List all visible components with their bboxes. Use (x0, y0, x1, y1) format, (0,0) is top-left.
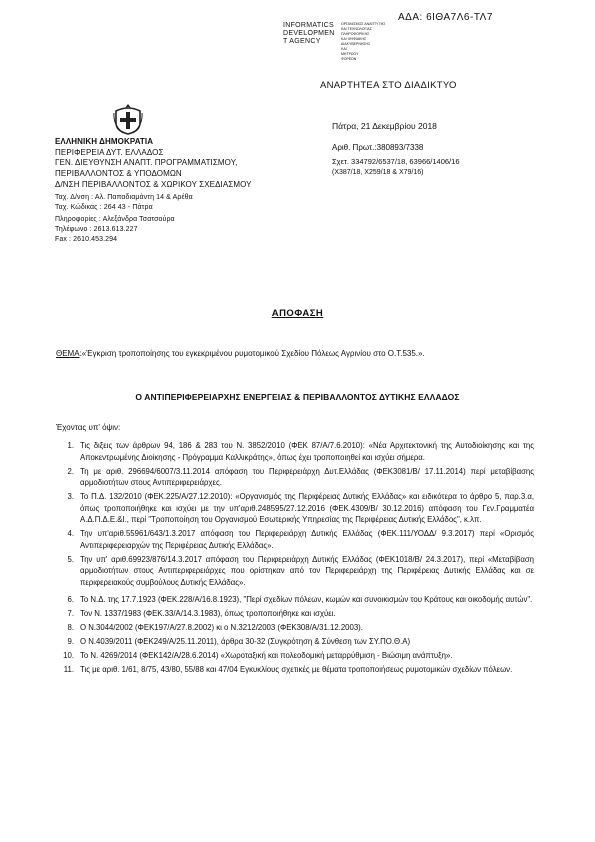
item-text: Το Ν. 4269/2014 (ΦΕΚ142/Α/28.6.2014) «Χωροταξική και πολεοδομική μεταρρύθμιση - Βιώσιμη ανάπτυξη». (80, 651, 453, 660)
item-number: 10. (63, 651, 74, 660)
item-number: 6. (67, 595, 74, 604)
list-item (56, 608, 534, 620)
related-references-codes: (Χ387/18, Χ259/18 & Χ79/16) (332, 169, 424, 176)
item-number: 11. (63, 665, 74, 674)
list-item (56, 466, 534, 489)
item-text: Τον Ν. 1337/1983 (ΦΕΚ.33/Α/14.3.1983), όπως τροποποιήθηκε και ισχύει. (80, 609, 336, 618)
item-number: 9. (67, 637, 74, 646)
informatics-agency-logo (283, 22, 386, 61)
list-item (56, 491, 534, 526)
header-line: ΠΕΡΙΦΕΡΕΙΑ ΔΥΤ. ΕΛΛΑΔΟΣ (55, 148, 164, 157)
logo-greek-line: ΟΡΓΑΝΙΣΜΟΣ ΑΝΑΠΤΥΞΗΣ (341, 22, 386, 26)
list-item (56, 594, 534, 606)
item-text: Τη με αριθ. 296694/6007/3.11.2014 απόφαση του Περιφερειάρχη Δυτ.Ελλάδας (ΦΕΚ3081/Β/ 17.11.2014) περί μεταβίβασης αρμοδιοτήτων στους Αντιπεριφερειάρχες. (80, 466, 534, 487)
logo-greek-text (341, 22, 411, 62)
item-number: 4. (67, 529, 74, 538)
list-item (56, 664, 534, 676)
logo-greek-line: ΚΑΙ (341, 47, 347, 51)
item-text: Την υπ' αριθ.69923/876/14.3.2017 απόφαση του Περιφερειάρχη Δυτικής Ελλάδας (ΦΕΚ1018/Β/ 24.3.2017), περί «Μεταβίβαση αρμοδιοτήτων στους Αντιπεριφερειάρχες που ορίστηκαν από τον Περιφερειάρχη της Περιφέρειας Δυτικής Ελλάδας και σε περιφερειακούς συμβούλους Δυτικής Ελλάδας». (80, 554, 534, 587)
subject-text: :«Έγκριση τροποποίησης του εγκεκριμένου ρυμοτομικού Σχεδίου Πόλεως Αγρινίου στο Ο.Τ.535.». (79, 349, 425, 358)
subject-label: ΘΕΜΑ (56, 349, 80, 358)
item-text: Το Ν.Δ. της 17.7.1923 (ΦΕΚ.228/Α/16.8.1923), "Περί σχεδίων πόλεων, κωμών και συνοικισμών του Κράτους και οικοδομής αυτών". (80, 595, 533, 604)
item-text: Τις διξεις των άρθρων 94, 186 & 283 του Ν. 3852/2010 (ΦΕΚ 87/Α/7.6.2010): «Νέα Αρχιτεκτονική της Αυτοδιοίκησης και της Αποκεντρωμένης Διοίκησης - Πρόγραμμα Καλλικράτης», όπως έχει τροποποιηθεί και ισχύει σήμερα. (80, 441, 534, 462)
item-text: Την υπ'αριθ.55961/643/1.3.2017 απόφαση του Περιφερειάρχη Δυτικής Ελλάδας (ΦΕΚ.111/ΥΟΔΔ/ 9.3.2017) περί «Ορισμός Αντιπεριφερειαρχών της Περιφέρειας Δυτικής Ελλάδας». (80, 529, 534, 550)
list-item (56, 554, 534, 589)
logo-greek-line: ΚΑΙ ΤΕΧΝΟΛΟΓΙΑΣ (341, 27, 372, 31)
contact-postcode: Ταχ. Κώδικας : 264 43 - Πάτρα (55, 204, 153, 211)
authority-heading: Ο ΑΝΤΙΠΕΡΙΦΕΡΕΙΑΡΧΗΣ ΕΝΕΡΓΕΙΑΣ & ΠΕΡΙΒΑΛΛΟΝΤΟΣ ΔΥΤΙΚΗΣ ΕΛΛΑΔΟΣ (135, 392, 460, 402)
item-number: 8. (67, 623, 74, 632)
having-regard: Έχοντας υπ' όψιν: (56, 423, 121, 432)
greek-emblem-icon (113, 103, 143, 135)
logo-greek-line: ΦΟΡΕΩΝ (341, 57, 357, 61)
logo-word: DEVELOPMEN (283, 30, 335, 37)
item-number: 3. (67, 492, 74, 501)
logo-greek-line: ΠΛΗΡΟΦΟΡΙΚΗΣ (341, 32, 370, 36)
list-item (56, 440, 534, 463)
logo-greek-line: ΚΑΙ ΨΗΦΙΑΚΗΣ (341, 37, 367, 41)
header-line: Δ/ΝΣΗ ΠΕΡΙΒΑΛΛΟΝΤΟΣ & ΧΩΡΙΚΟΥ ΣΧΕΔΙΑΣΜΟΥ (55, 180, 252, 189)
item-number: 2. (67, 466, 74, 476)
item-text: Τις με αριθ. 1/61, 8/75, 43/80, 55/88 και 47/04 Εγκυκλίους σχετικές με θέματα τροποποιήσεως ρυμοτομικών σχεδίων πόλεων. (80, 665, 513, 674)
item-text: Ο Ν.4039/2011 (ΦΕΚ249/Α/25.11.2011), άρθρα 30-32 (Συγκρότηση & Σύνθεση των ΣΥ.ΠΟ.Θ.Α) (80, 637, 411, 646)
republic-title: ΕΛΛΗΝΙΚΗ ΔΗΜΟΚΡΑΤΙΑ (55, 137, 154, 146)
list-item (56, 650, 534, 662)
item-number: 5. (67, 554, 74, 564)
contact-fax: Fax : 2610.453.294 (55, 236, 118, 243)
subject (56, 348, 534, 360)
related-references: Σχετ. 334792/6537/18, 63966/1406/16 (332, 157, 460, 166)
contact-info-person: Πληροφορίες : Αλεξάνδρα Τσατσούρα (55, 216, 175, 223)
decision-title: ΑΠΟΦΑΣΗ (271, 308, 324, 319)
item-text: Το Π.Δ. 132/2010 (ΦΕΚ.225/Α/27.12.2010): «Οργανισμός της Περιφέρειας Δυτικής Ελλάδας» και ειδικότερα το άρθρο 5, παρ.3.α, όπως τροποποιήθηκε και ισχύει με την υπ'αριθ.248595/27.12.2016 (ΦΕΚ.4309/Β/ 30.12.2016) απόφαση του Γεν.Γραμματέα Α.Δ.Π.Δ.Ε.&Ι., περί "Τροποποίηση του Οργανισμού Εσωτερικής Υπηρεσίας της Περιφέρειας Δυτικής Ελλάδος", κ.λπ. (80, 492, 534, 524)
logo-greek-line: ΔΙΑΚΥΒΕΡΝΗΣΗΣ (341, 42, 371, 46)
header-line: ΓΕΝ. ΔΙΕΥΘΥΝΣΗ ΑΝΑΠΤ. ΠΡΟΓΡΑΜΜΑΤΙΣΜΟΥ, (55, 158, 238, 167)
list-item (56, 622, 534, 634)
document-date: Πάτρα, 21 Δεκεμβρίου 2018 (332, 121, 437, 131)
item-number: 1. (67, 441, 74, 450)
item-number: 7. (67, 609, 74, 618)
considerations-list (56, 440, 534, 678)
logo-word: INFORMATICS (283, 22, 335, 29)
list-item (56, 528, 534, 551)
logo-greek-line: ΜΗΤΡΩΟΥ (341, 52, 359, 56)
protocol-number: Αριθ. Πρωτ.:380893/7338 (332, 143, 424, 152)
contact-address: Ταχ. Δ/νση : Αλ. Παπαδιαμάντη 14 & Αρέθα (55, 194, 193, 201)
header-line: ΠΕΡΙΒΑΛΛΟΝΤΟΣ & ΥΠΟΔΟΜΩΝ (55, 169, 182, 178)
list-item (56, 636, 534, 648)
publish-notice: ΑΝΑΡΤΗΤΕΑ ΣΤΟ ΔΙΑΔΙΚΤΥΟ (320, 80, 457, 91)
contact-phone: Τηλέφωνο : 2613.613.227 (55, 226, 138, 233)
item-text: Ο Ν.3044/2002 (ΦΕΚ197/Α/27.8.2002) κι ο Ν.3212/2003 (ΦΕΚ308/Α/31.12.2003). (80, 623, 363, 632)
logo-word: T AGENCY (283, 38, 321, 45)
ada-code: ΑΔΑ: 6ΙΘΑ7Λ6-ΤΛ7 (398, 12, 493, 23)
